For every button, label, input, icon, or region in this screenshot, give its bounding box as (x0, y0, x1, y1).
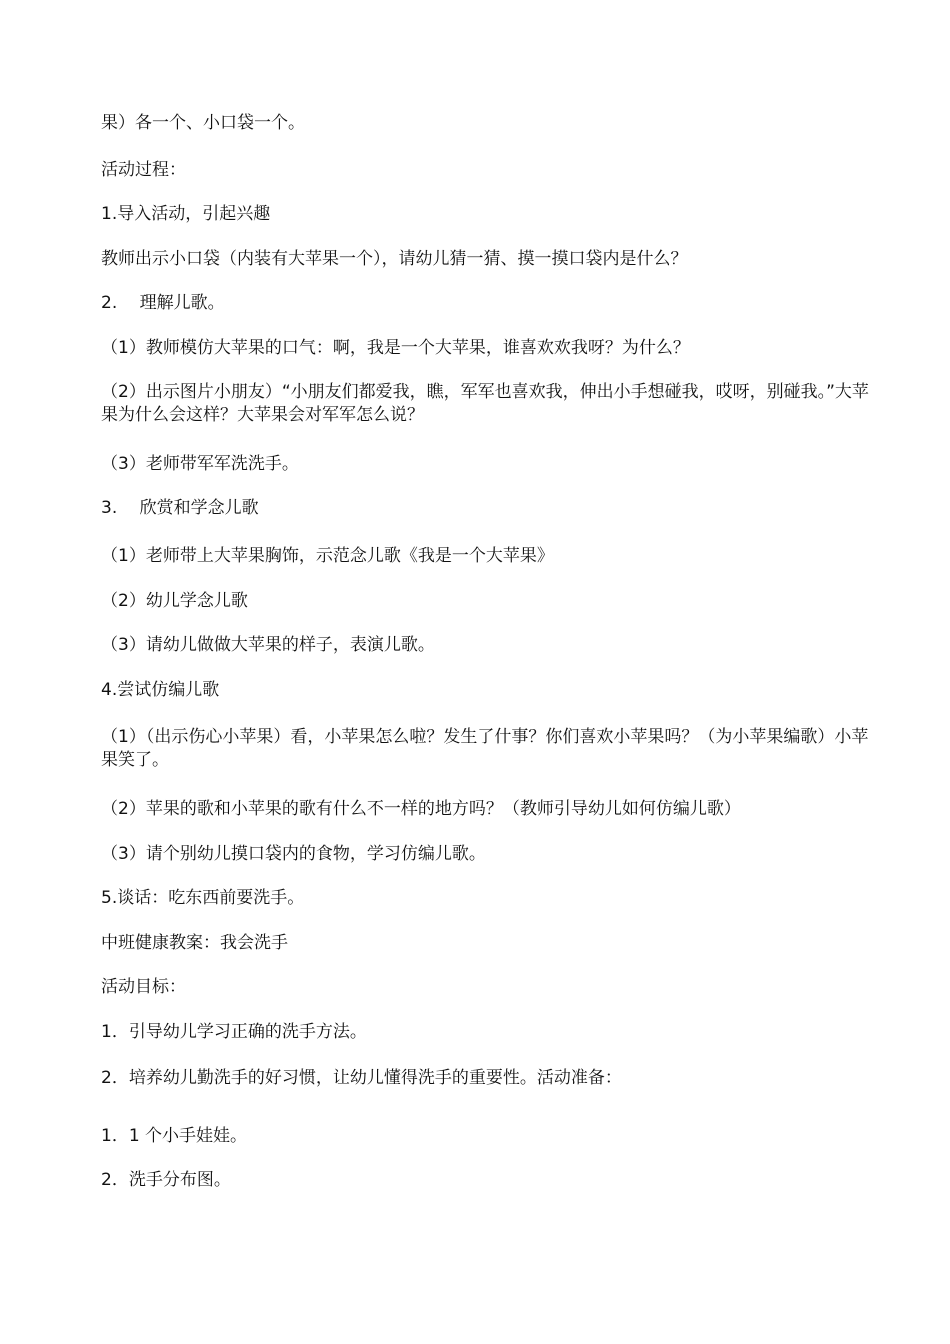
text-line: 果）各一个、小口袋一个。 (101, 113, 305, 133)
text-line: （2）苹果的歌和小苹果的歌有什么不一样的地方吗？（教师引导幼儿如何仿编儿歌） (101, 799, 741, 819)
text-line: 1．1 个小手娃娃。 (101, 1126, 248, 1146)
text-line: （3）老师带军军洗洗手。 (101, 454, 299, 474)
text-line: 2．洗手分布图。 (101, 1170, 231, 1190)
text-line: （1）教师模仿大苹果的口气：啊，我是一个大苹果，谁喜欢欢我呀？为什么？ (101, 338, 690, 358)
text-line: （3）请个别幼儿摸口袋内的食物，学习仿编儿歌。 (101, 844, 486, 864)
section-heading: 活动过程： (101, 160, 186, 180)
text-line: （1）老师带上大苹果胸饰，示范念儿歌《我是一个大苹果》 (101, 546, 554, 566)
lesson-title: 中班健康教案：我会洗手 (101, 933, 288, 953)
step-heading: 5.谈话：吃东西前要洗手。 (101, 888, 305, 908)
text-line: 教师出示小口袋（内装有大苹果一个），请幼儿猜一猜、摸一摸口袋内是什么？ (101, 249, 688, 269)
text-line: （2）幼儿学念儿歌 (101, 591, 248, 611)
text-line: 2．培养幼儿勤洗手的好习惯，让幼儿懂得洗手的重要性。活动准备： (101, 1068, 622, 1088)
text-line: （3）请幼儿做做大苹果的样子，表演儿歌。 (101, 635, 435, 655)
section-heading: 活动目标： (101, 977, 186, 997)
step-heading: 3. 欣赏和学念儿歌 (101, 498, 259, 518)
step-heading: 2. 理解儿歌。 (101, 293, 225, 313)
text-line: 1．引导幼儿学习正确的洗手方法。 (101, 1022, 367, 1042)
step-heading: 4.尝试仿编儿歌 (101, 680, 220, 700)
step-heading: 1.导入活动，引起兴趣 (101, 204, 271, 224)
text-paragraph: （2）出示图片小朋友）“小朋友们都爱我，瞧，军军也喜欢我，伸出小手想碰我，哎呀，别碰我。”大苹果为什么会这样？大苹果会对军军怎么说？ (101, 382, 869, 425)
text-paragraph: （1）（出示伤心小苹果）看，小苹果怎么啦？发生了什事？你们喜欢小苹果吗？（为小苹果编歌）小苹果笑了。 (101, 727, 869, 770)
